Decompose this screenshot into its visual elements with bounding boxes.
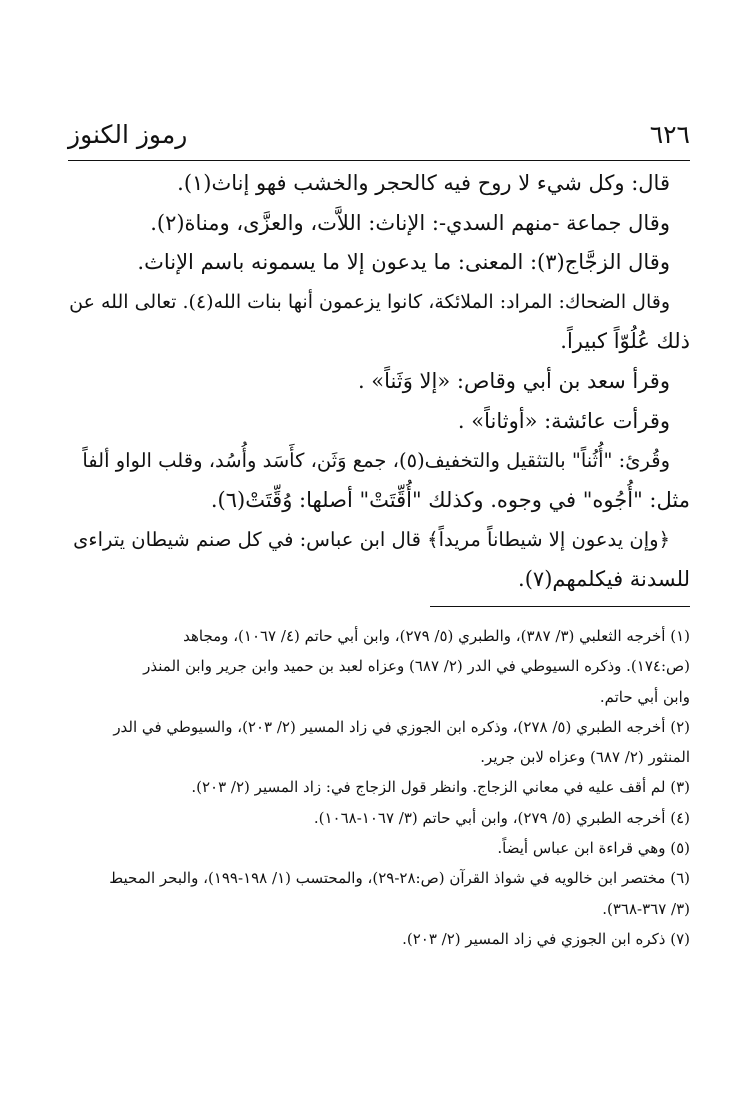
body-paragraph: ﴿وإن يدعون إلا شيطاناً مريداً﴾ قال ابن عباس: في كل صنم شيطان يتراءى [73, 528, 670, 552]
running-title: رموز الكنوز [68, 120, 188, 149]
body-paragraph: قال: وكل شيء لا روح فيه كالحجر والخشب فهو إناث(١). [177, 171, 670, 195]
footnote: (٤) أخرجه الطبري (٥/ ٢٧٩)، وابن أبي حاتم (٣/ ١٠٦٧-١٠٦٨). [313, 808, 690, 827]
footnote-continuation: (٣/ ٣٦٧-٣٦٨). [602, 899, 690, 918]
footnote: (١) أخرجه الثعلبي (٣/ ٣٨٧)، والطبري (٥/ ٢٧٩)، وابن أبي حاتم (٤/ ١٠٦٧)، ومجاهد [183, 627, 690, 645]
body-paragraph: وقرأ سعد بن أبي وقاص: «إلا وَثَناً» . [357, 368, 670, 393]
footnote: (٢) أخرجه الطبري (٥/ ٢٧٨)، وذكره ابن الجوزي في زاد المسير (٢/ ٢٠٣)، والسيوطي في الدر [113, 717, 690, 736]
footnote: (٥) وهي قراءة ابن عباس أيضاً. [497, 839, 690, 858]
footnote: (٣) لم أقف عليه في معاني الزجاج. وانظر قول الزجاج في: زاد المسير (٢/ ٢٠٣). [191, 778, 690, 797]
footnote-continuation: المنثور (٢/ ٦٨٧) وعزاه لابن جرير. [480, 748, 690, 767]
footnote-continuation: وابن أبي حاتم. [599, 687, 690, 706]
footnotes [68, 622, 690, 955]
body-paragraph: وقال جماعة -منهم السدي-: الإناث: اللاَّت، والعزَّى، ومناة(٢). [150, 210, 670, 235]
footnote: (٧) ذكره ابن الجوزي في زاد المسير (٢/ ٢٠٣). [402, 929, 690, 948]
footnote: (٦) مختصر ابن خالويه في شواذ القرآن (ص:٢٨-٢٩)، والمحتسب (١/ ١٩٨-١٩٩)، والبحر المحيط [109, 869, 690, 888]
body-paragraph-continuation: مثل: "أُجُوه" في وجوه. وكذلك "أُقِّتَتْ" أصلها: وُقِّتَتْ(٦). [210, 487, 690, 512]
body-paragraph: وقال الضحاك: المراد: الملائكة، كانوا يزعمون أنها بنات الله(٤). تعالى الله عن [69, 290, 670, 313]
footnote-separator [430, 606, 690, 607]
body-paragraph: وقرأت عائشة: «أوثاناً» . [457, 408, 670, 433]
main-text [68, 164, 690, 600]
page-number: ٦٢٦ [649, 120, 690, 149]
page-header [68, 118, 690, 158]
body-paragraph: وقال الزجَّاج(٣): المعنى: ما يدعون إلا ما يسمونه باسم الإناث. [137, 250, 670, 275]
header-rule [68, 160, 690, 161]
body-paragraph: وقُرئ: "أُثُناً" بالتثقيل والتخفيف(٥)، جمع وَثَن، كأَسَد وأُسُد، وقلب الواو ألفاً [82, 449, 670, 473]
body-paragraph-continuation: للسدنة فيكلمهم(٧). [518, 566, 690, 591]
footnote-continuation: (ص:١٧٤). وذكره السيوطي في الدر (٢/ ٦٨٧) وعزاه لعبد بن حميد وابن جرير وابن المنذر [143, 657, 690, 676]
body-paragraph-continuation: ذلك عُلُوّاً كبيراً. [560, 329, 690, 354]
